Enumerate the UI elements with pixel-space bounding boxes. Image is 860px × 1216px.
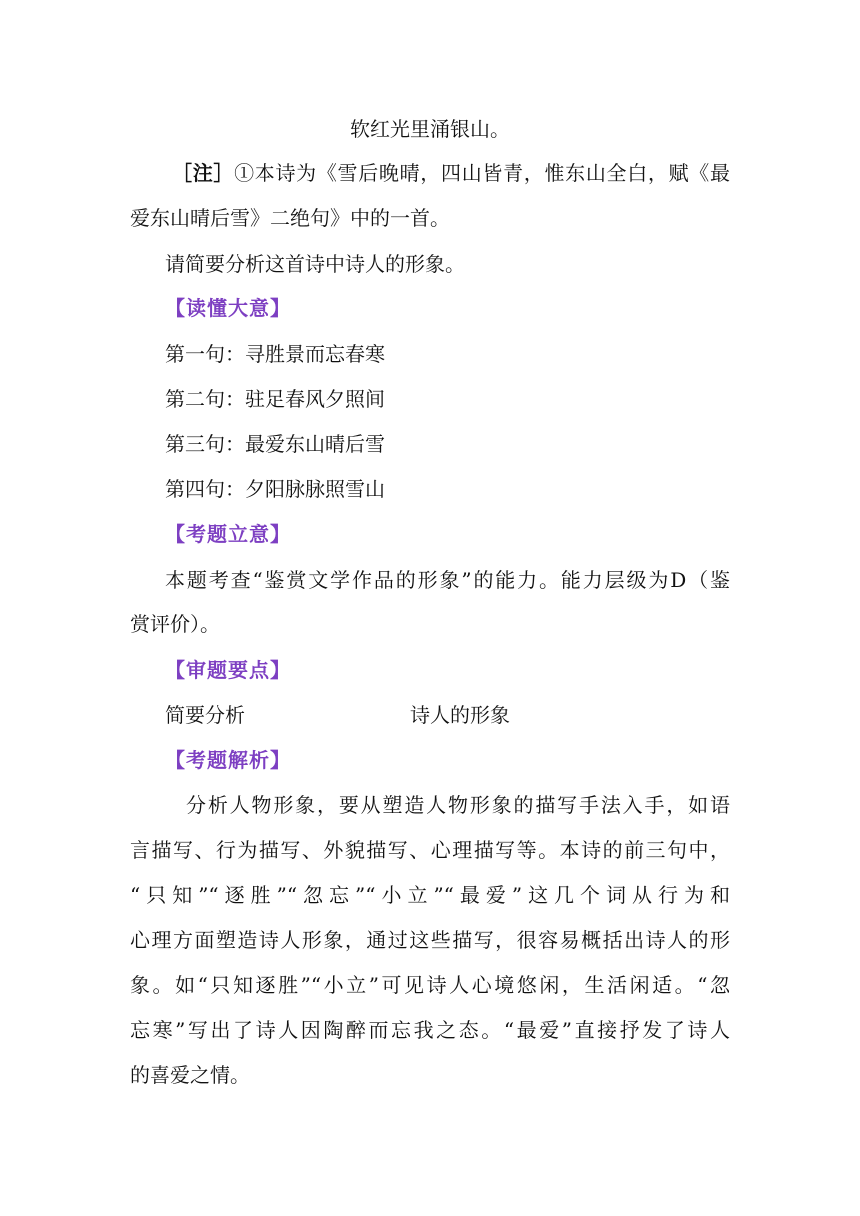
jiexi-line-5: 象。如“只知逐胜”“小立”可见诗人心境悠闲，生活闲适。“忽	[130, 973, 730, 997]
heading-dudong: 【读懂大意】	[165, 296, 291, 320]
dudong-line-3: 第三句：最爱东山晴后雪	[165, 432, 385, 456]
question-text: 请简要分析这首诗中诗人的形象。	[165, 252, 465, 276]
heading-yaodian: 【审题要点】	[165, 658, 291, 682]
note-line-1	[172, 159, 730, 187]
note-line-2: 爱东山晴后雪》二绝句》中的一首。	[130, 206, 450, 230]
yaodian-left: 简要分析	[165, 703, 245, 727]
jiexi-line-2: 言描写、行为描写、外貌描写、心理描写等。本诗的前三句中，	[130, 838, 730, 862]
heading-liyi: 【考题立意】	[165, 522, 291, 546]
jiexi-line-4: 心理方面塑造诗人形象，通过这些描写，很容易概括出诗人的形	[130, 928, 730, 952]
note-text-1: ①本诗为《雪后晚晴，四山皆青，惟东山全白，赋《最	[234, 161, 731, 185]
poem-last-line: 软红光里涌银山。	[350, 117, 510, 141]
dudong-line-4: 第四句：夕阳脉脉照雪山	[165, 477, 385, 501]
jiexi-line-3: “只知”“逐胜”“忽忘”“小立”“最爱”这几个词从行为和	[130, 883, 730, 907]
liyi-line-2: 赏评价）。	[130, 612, 220, 636]
jiexi-line-1: 分析人物形象，要从塑造人物形象的描写手法入手，如语	[186, 793, 730, 817]
dudong-line-1: 第一句：寻胜景而忘春寒	[165, 342, 385, 366]
jiexi-line-7: 的喜爱之情。	[130, 1063, 250, 1087]
jiexi-line-6: 忘寒”写出了诗人因陶醉而忘我之态。“最爱”直接抒发了诗人	[130, 1018, 730, 1042]
heading-jiexi: 【考题解析】	[165, 748, 291, 772]
yaodian-right: 诗人的形象	[410, 703, 510, 727]
note-label: ［注］	[172, 161, 235, 185]
liyi-line-1: 本题考查“鉴赏文学作品的形象”的能力。能力层级为D（鉴	[165, 568, 730, 592]
dudong-line-2: 第二句：驻足春风夕照间	[165, 387, 385, 411]
